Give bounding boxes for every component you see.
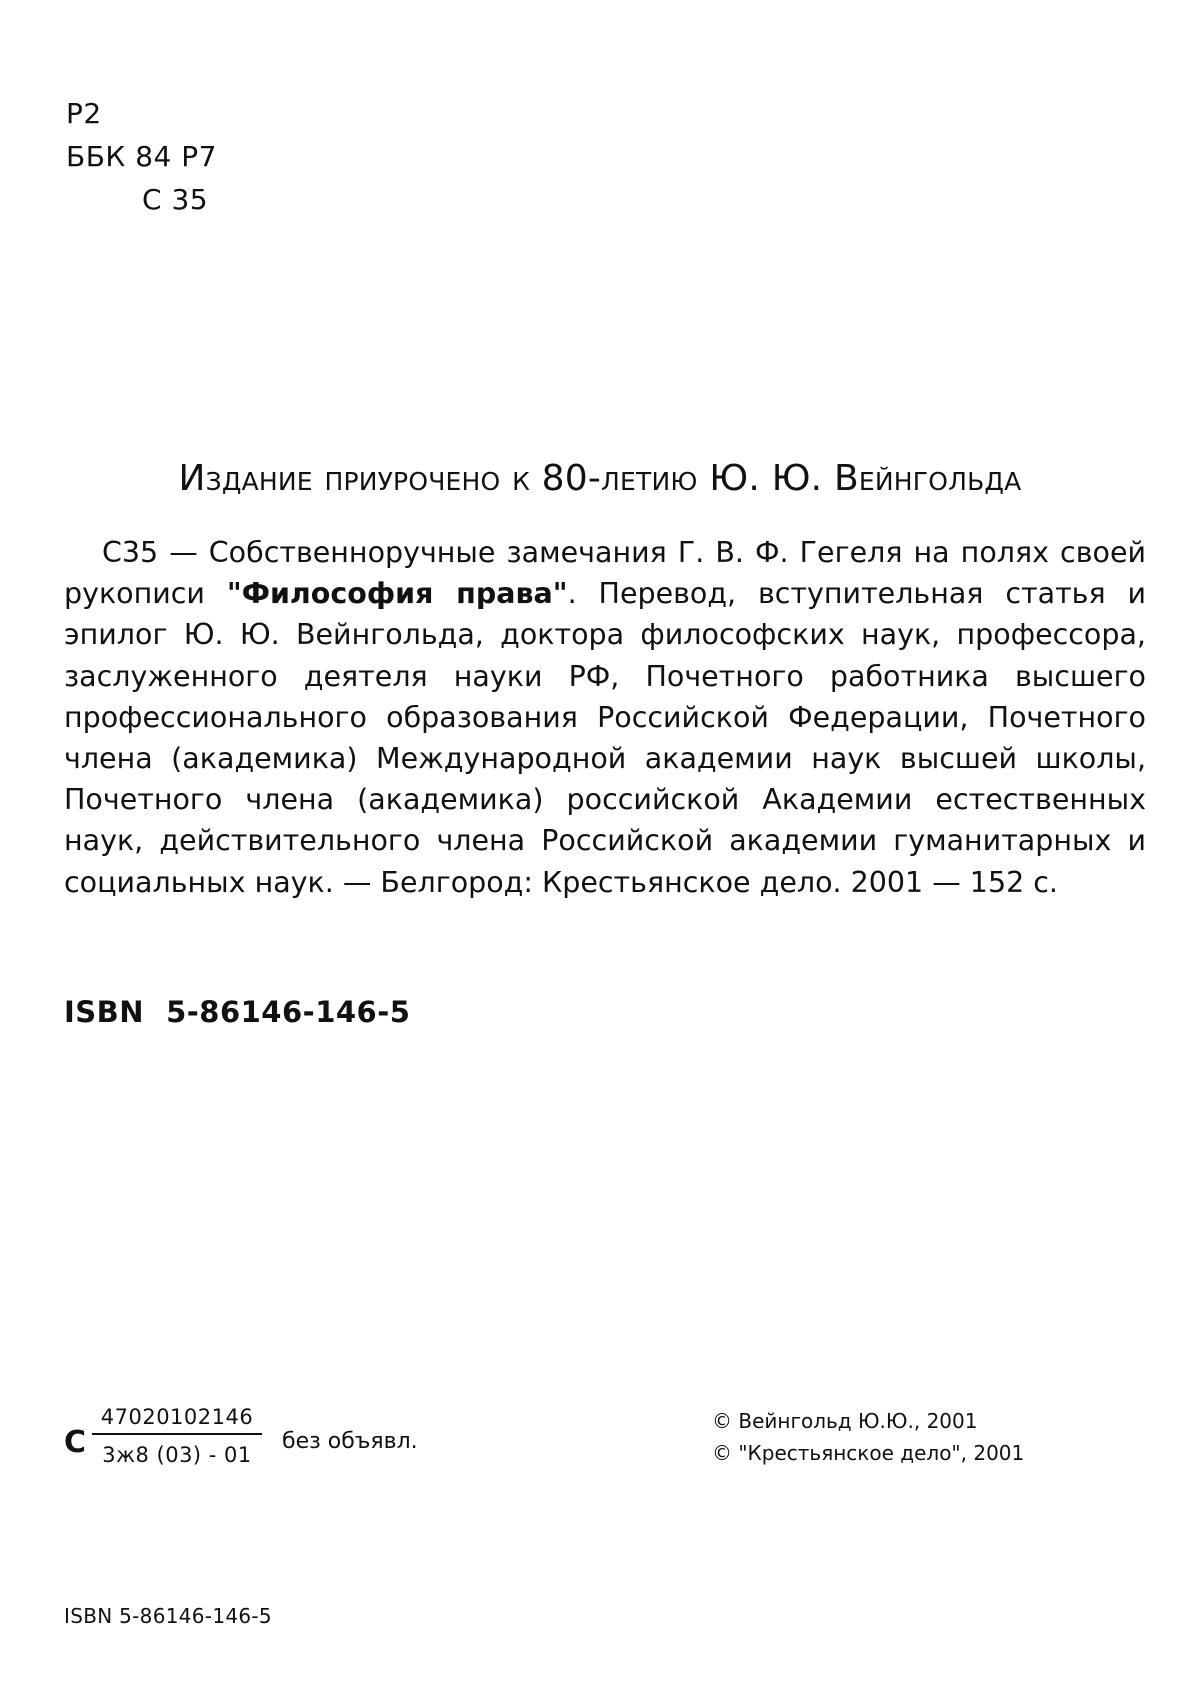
index-letter: С bbox=[64, 1425, 87, 1460]
dedication-line: Издание приурочено к 80-летию Ю. Ю. Вейнгольда bbox=[178, 458, 1022, 499]
udk-code: Р2 bbox=[66, 97, 102, 130]
isbn-footer: ISBN 5-86146-146-5 bbox=[64, 1604, 272, 1628]
bibliographic-annotation bbox=[64, 532, 1146, 903]
annotation-text-start: С35 — Собственноручные замечания Г. В. Ф. Гегеля на полях своей рукописи bbox=[64, 536, 1146, 611]
isbn-number: 5-86146-146-5 bbox=[166, 995, 411, 1029]
publication-index bbox=[64, 1405, 484, 1477]
copyright-author: © Вейнгольд Ю.Ю., 2001 bbox=[712, 1409, 978, 1433]
copyright-publisher: © "Крестьянское дело", 2001 bbox=[712, 1441, 1025, 1465]
index-denominator: 3ж8 (03) - 01 bbox=[102, 1443, 252, 1467]
classification-codes bbox=[66, 92, 217, 221]
copyright-notices bbox=[712, 1405, 1024, 1469]
annotation-book-title: "Философия права" bbox=[226, 577, 568, 611]
author-mark: С 35 bbox=[142, 183, 209, 216]
no-announcement-note: без объявл. bbox=[282, 1429, 418, 1454]
annotation-text-rest: . Перевод, вступительная статья и эпилог Ю. Ю. Вейнгольда, доктора философских наук, профессора, заслуженного деятеля науки РФ, Почетного работника высшего профессионального образования Российской Федерации, Почетного члена (академика) Международной академии наук высшей школы, Почетного члена (академика) российской Академии естественных наук, действительного члена Российской академии гуманитарных и социальных наук. — Белгород: Крестьянское дело. 2001 — 152 с. bbox=[64, 577, 1147, 899]
index-numerator: 47020102146 bbox=[92, 1405, 262, 1435]
isbn-main bbox=[64, 995, 410, 1029]
isbn-label: ISBN bbox=[64, 995, 145, 1029]
bbk-code: ББК 84 Р7 bbox=[66, 140, 217, 173]
index-fraction bbox=[92, 1405, 262, 1467]
